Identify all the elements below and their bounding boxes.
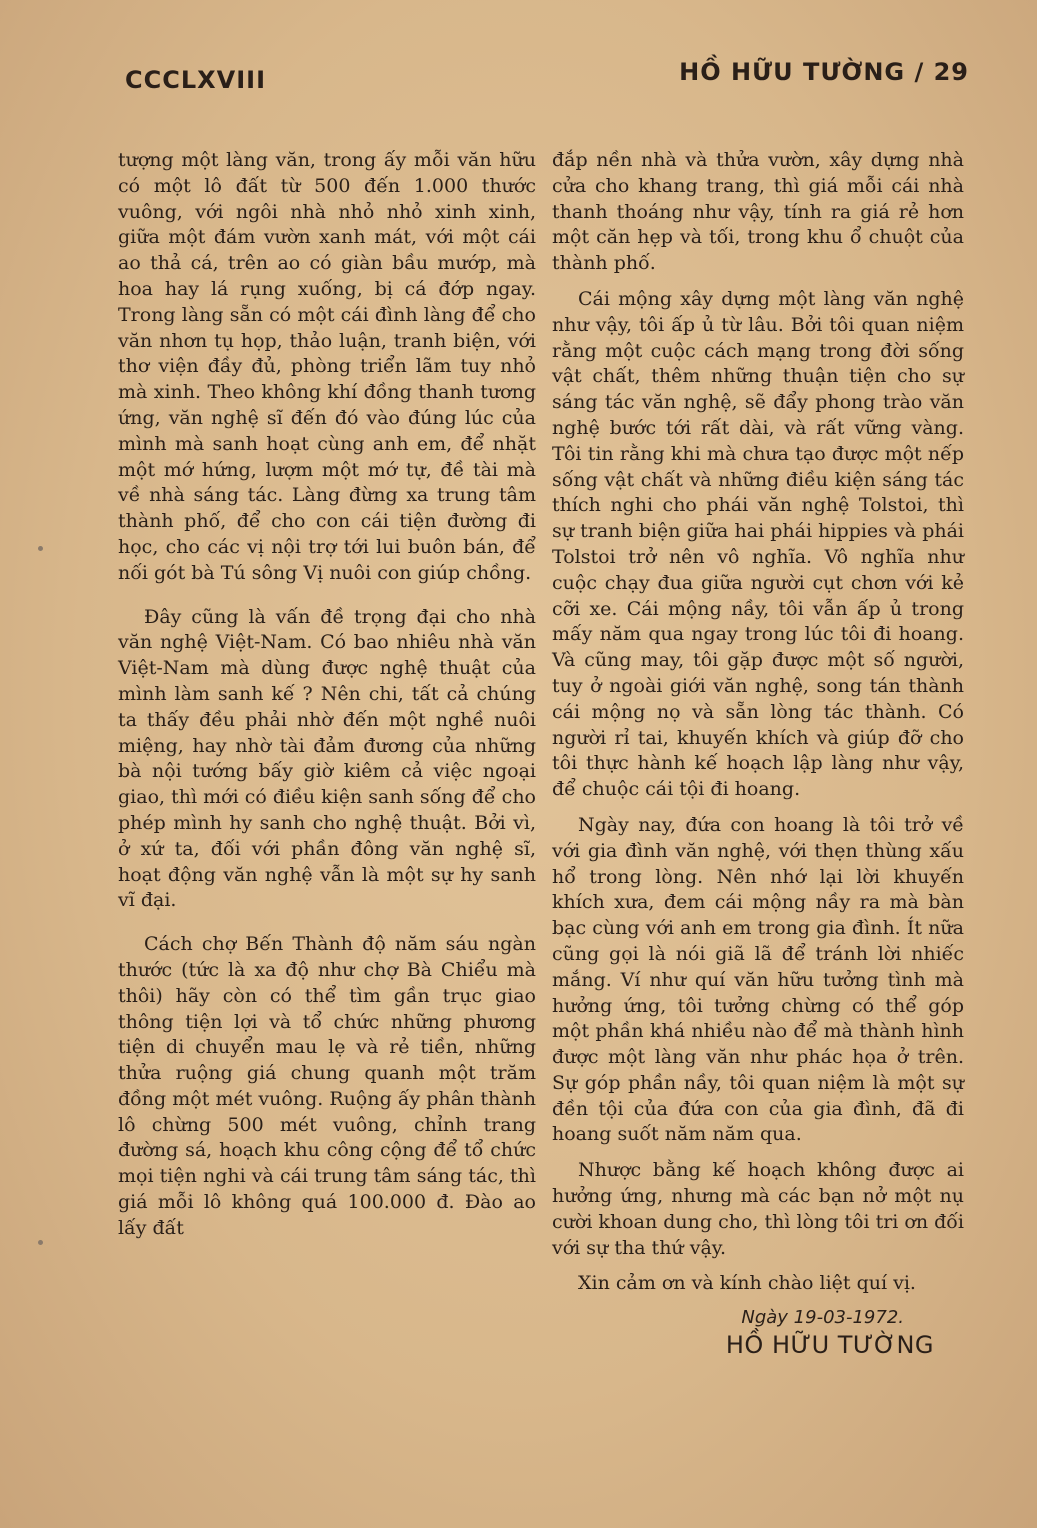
- paragraph: Cái mộng xây dựng một làng văn nghệ như vậy, tôi ấp ủ từ lâu. Bởi tôi quan niệm rằng một cuộc cách mạng trong đời sống vật chất, thêm những thuận tiện cho sự sáng tác văn nghệ, sẽ đẩy phong trào văn nghệ bước tới rất dài, và rất vững vàng. Tôi tin rằng khi mà chưa tạo được một nếp sống vật chất và những điều kiện sáng tác thích nghi cho phái văn nghệ Tolstoi, thì sự tranh biện giữa hai phái hippies và phái Tolstoi trở nên vô nghĩa. Vô nghĩa như cuộc chạy đua giữa người cụt chơn với kẻ cỡi xe. Cái mộng nầy, tôi vẫn ấp ủ trong mấy năm qua ngay trong lúc tôi đi hoang. Và cũng may, tôi gặp được một số người, tuy ở ngoài giới văn nghệ, song tán thành cái mộng nọ và sẵn lòng tác thành. Có người rỉ tai, khuyến khích và giúp đỡ cho tôi thực hành kế hoạch lập làng như vậy, để chuộc cái tội đi hoang.: [552, 287, 964, 801]
- paragraph: Ngày nay, đứa con hoang là tôi trở về với gia đình văn nghệ, với thẹn thùng xấu hổ trong lòng. Nên nhớ lại lời khuyến khích xưa, đem cái mộng nầy ra mà bàn bạc cùng với anh em trong gia đình. Ít nữa cũng gọi là nói giã lã để tránh lời nhiếc mắng. Ví như quí văn hữu tưởng tình mà hưởng ứng, tôi tưởng chừng có thể góp một phần khá nhiều nào để mà thành hình được một làng văn như phác họa ở trên. Sự góp phần nầy, tôi quan niệm là một sự đền tội của đứa con của gia đình, đã đi hoang suốt năm năm qua.: [552, 813, 964, 1146]
- paragraph: Cách chợ Bến Thành độ năm sáu ngàn thước (tức là xa độ như chợ Bà Chiểu mà thôi) hãy còn có thể tìm gần trục giao thông tiện lợi và tổ chức những phương tiện di chuyển mau lẹ và rẻ tiền, những thửa ruộng giá chung quanh một trăm đồng một mét vuông. Ruộng ấy phân thành lô chừng 500 mét vuông, chỉnh trang đường sá, hoạch khu công cộng để tổ chức mọi tiện nghi và cái trung tâm sáng tác, thì giá mỗi lô không quá 100.000 đ. Đào ao lấy đất: [118, 933, 536, 1239]
- running-title: HỒ HỮU TƯỜNG / 29: [679, 58, 969, 86]
- paragraph: tượng một làng văn, trong ấy mỗi văn hữu có một lô đất từ 500 đến 1.000 thước vuông, với ngôi nhà nhỏ nhỏ xinh xinh, giữa một đám vườn xanh mát, với một cái ao thả cá, trên ao có giàn bầu mướp, mà hoa hay lá rụng xuống, bị cá đớp ngay. Trong làng sẵn có một cái đình làng để cho văn nhơn tụ họp, thảo luận, tranh biện, với thơ viện đầy đủ, phòng triển lãm tuy nhỏ mà xinh. Theo không khí đồng thanh tương ứng, văn nghệ sĩ đến đó vào đúng lúc của mình mà sanh hoạt cùng anh em, để nhặt một mớ hứng, lượm một mớ tự, đề tài mà về nhà sáng tác. Làng đừng xa trung tâm thành phố, để cho con cái tiện đường đi học, cho các vị nội trợ tới lui buôn bán, để nối gót bà Tú sông Vị nuôi con giúp chồng.: [118, 149, 536, 584]
- binding-hole: [38, 1240, 43, 1245]
- right-column: [552, 148, 964, 1359]
- page-header: [125, 58, 969, 98]
- author-signature: HỒ HỮU TƯỜNG: [725, 1331, 934, 1360]
- paragraph: Nhược bằng kế hoạch không được ai hưởng ứng, nhưng mà các bạn nở một nụ cười khoan dung cho, thì lòng tôi tri ơn đối với sự tha thứ vậy.: [552, 1159, 965, 1259]
- paragraph: Xin cảm ơn và kính chào liệt quí vị.: [578, 1272, 916, 1295]
- closing-date: Ngày 19-03-1972.: [741, 1307, 904, 1329]
- paragraph: Đây cũng là vấn đề trọng đại cho nhà văn nghệ Việt-Nam. Có bao nhiêu nhà văn Việt-Nam mà dùng được nghệ thuật của mình làm sanh kế ? Nên chi, tất cả chúng ta thấy đều phải nhờ đến một nghề nuôi miệng, hay nhờ tài đảm đương của những bà nội tướng bấy giờ kiêm cả việc ngoại giao, thì mới có điều kiện sanh sống để cho phép mình hy sanh cho nghệ thuật. Bởi vì, ở xứ ta, đối với phần đông văn nghệ sĩ, hoạt động văn nghệ vẫn là một sự hy sanh vĩ đại.: [118, 605, 536, 912]
- section-number: CCCLXVIII: [125, 66, 266, 94]
- left-column: [118, 148, 536, 1242]
- paragraph: đắp nền nhà và thửa vườn, xây dựng nhà cửa cho khang trang, thì giá mỗi cái nhà thanh thoáng như vậy, tính ra giá rẻ hơn một căn hẹp và tối, trong khu ổ chuột của thành phố.: [552, 149, 964, 275]
- binding-hole: [38, 546, 43, 551]
